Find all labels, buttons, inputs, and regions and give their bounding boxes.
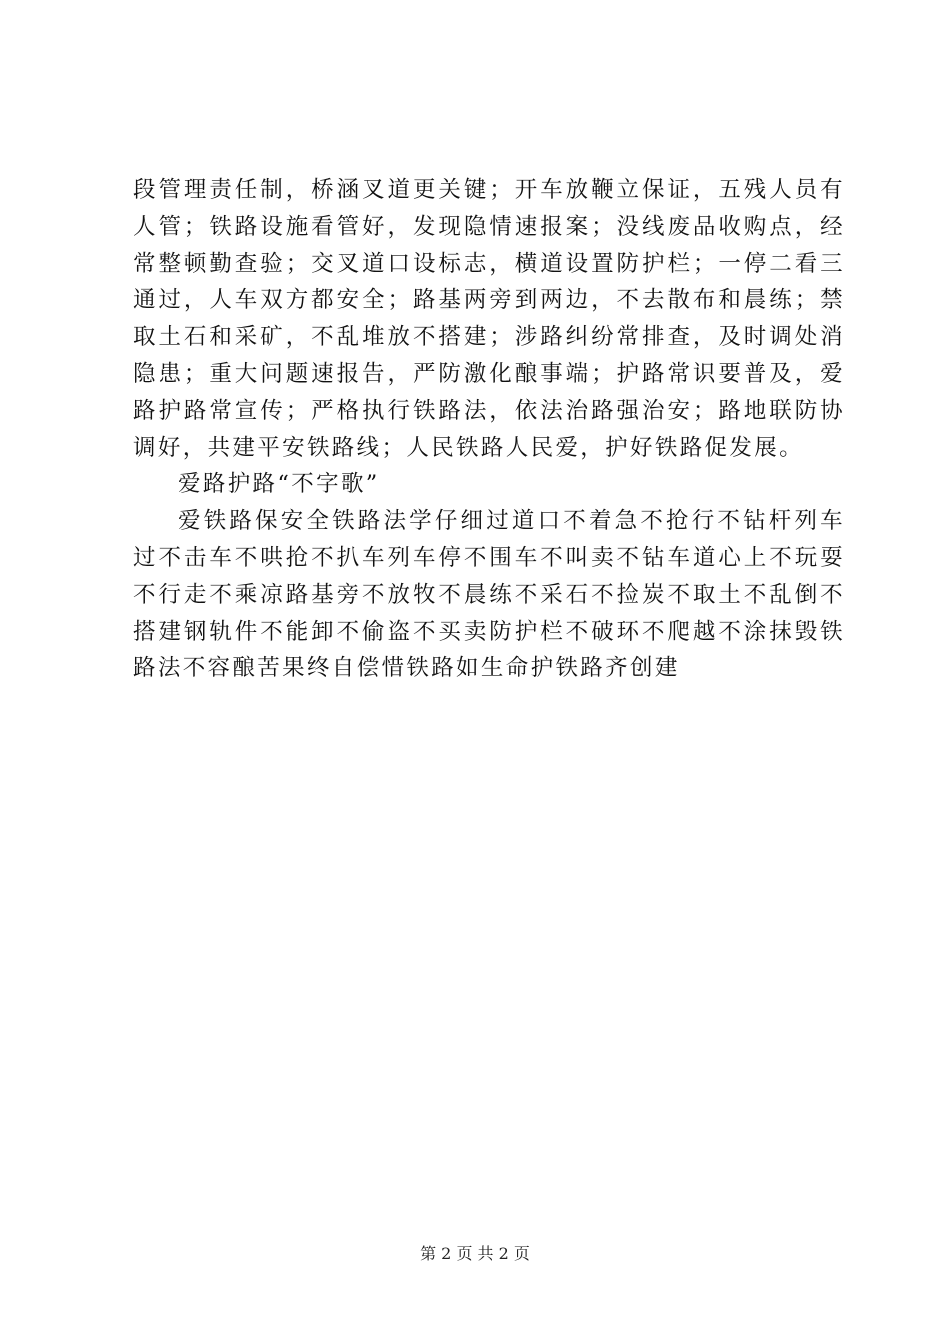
section-heading: 爱路护路“不字歌” — [178, 471, 380, 498]
page-footer: 第 2 页 共 2 页 — [420, 1244, 530, 1263]
document-body — [133, 172, 845, 687]
body-paragraph-song: 爱铁路保安全铁路法学仔细过道口不着急不抢行不钻杆列车过不击车不哄抢不扒车列车停不围车不叫卖不钻车道心上不玩耍不行走不乘凉路基旁不放牧不晨练不采石不捡炭不取土不乱倒不搭建钢轨件不能卸不偷盗不买卖防护栏不破环不爬越不涂抹毁铁路法不容酿苦果终自偿惜铁路如生命护铁路齐创建 — [133, 508, 845, 682]
body-paragraph-rhyme: 段管理责任制，桥涵叉道更关键；开车放鞭立保证，五残人员有人管；铁路设施看管好，发现隐情速报案；没线废品收购点，经常整顿勤查验；交叉道口设标志，横道设置防护栏；一停二看三通过，人车双方都安全；路基两旁到两边，不去散布和晨练；禁取土石和采矿，不乱堆放不搭建；涉路纠纷常排查，及时调处消隐患；重大问题速报告，严防激化酿事端；护路常识要普及，爱路护路常宣传；严格执行铁路法，依法治路强治安；路地联防协调好，共建平安铁路线；人民铁路人民爱，护好铁路促发展。 — [133, 177, 845, 461]
